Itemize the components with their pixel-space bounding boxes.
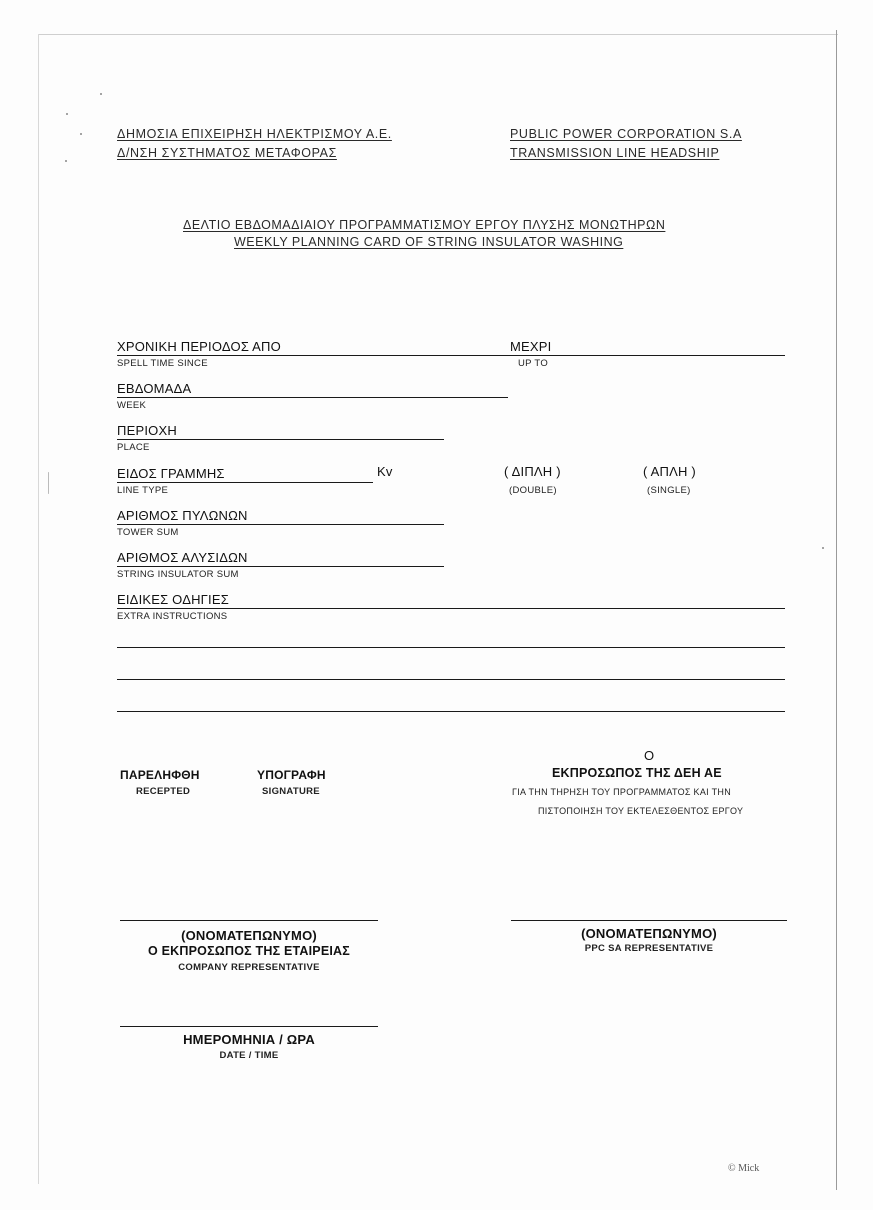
signature-label-english: SIGNATURE [262, 786, 320, 797]
linetype-label-greek: ΕΙΔΟΣ ΓΡΑΜΜΗΣ [117, 466, 225, 481]
until-label-greek: ΜΕΧΡΙ [510, 339, 552, 354]
org-english-line2: TRANSMISSION LINE HEADSHIP [510, 146, 720, 160]
place-label-greek: ΠΕΡΙΟΧΗ [117, 423, 177, 438]
received-label-english: RECEPTED [136, 786, 191, 797]
scan-speck [80, 133, 82, 135]
company-representative-greek: Ο ΕΚΠΡΟΣΩΠΟΣ ΤΗΣ ΕΤΑΙΡΕΙΑΣ [148, 944, 350, 958]
scan-speck [100, 93, 102, 95]
instructions-field-line-3[interactable] [117, 679, 785, 680]
ppc-note-line2: ΠΙΣΤΟΠΟΙΗΣΗ ΤΟΥ ΕΚΤΕΛΕΣΘΕΝΤΟΣ ΕΡΓΟΥ [538, 806, 744, 816]
company-representative-english: COMPANY REPRESENTATIVE [178, 962, 320, 973]
copyright-watermark: © Mick [728, 1163, 760, 1174]
ppc-fullname-label: (ΟΝΟΜΑΤΕΠΩΝΥΜΟ) [581, 926, 717, 941]
period-label-greek: ΧΡΟΝΙΚΗ ΠΕΡΙΟΔΟΣ ΑΠΟ [117, 339, 281, 354]
ppc-representative-title: ΕΚΠΡΟΣΩΠΟΣ ΤΗΣ ΔΕΗ ΑΕ [552, 766, 722, 780]
ppc-representative-english: PPC SA REPRESENTATIVE [584, 943, 714, 954]
week-label-greek: ΕΒΔΟΜΑΔΑ [117, 381, 192, 396]
strings-field-line[interactable] [117, 566, 444, 567]
week-label-english: WEEK [117, 400, 147, 411]
page-edge-left [38, 34, 39, 1184]
ppc-article-o: Ο [644, 748, 655, 763]
strings-label-greek: ΑΡΙΘΜΟΣ ΑΛΥΣΙΔΩΝ [117, 550, 248, 565]
until-label-english: UP TO [518, 358, 549, 369]
instructions-field-line-2[interactable] [117, 647, 785, 648]
org-greek-line1: ΔΗΜΟΣΙΑ ΕΠΙΧΕΙΡΗΣΗ ΗΛΕΚΤΡΙΣΜΟΥ Α.Ε. [117, 127, 392, 141]
period-field-line[interactable] [117, 355, 785, 356]
company-signature-line[interactable] [120, 920, 378, 921]
ppc-note-line1: ΓΙΑ ΤΗΝ ΤΗΡΗΣΗ ΤΟΥ ΠΡΟΓΡΑΜΜΑΤΟΣ ΚΑΙ ΤΗΝ [512, 787, 731, 797]
single-option-greek[interactable]: ( ΑΠΛΗ ) [643, 464, 696, 479]
form-title-english: WEEKLY PLANNING CARD OF STRING INSULATOR WASHING [234, 235, 624, 249]
linetype-label-english: LINE TYPE [117, 485, 169, 496]
date-time-line[interactable] [120, 1026, 378, 1027]
period-label-english: SPELL TIME SINCE [117, 358, 208, 369]
form-title-greek: ΔΕΛΤΙΟ ΕΒΔΟΜΑΔΙΑΙΟΥ ΠΡΟΓΡΑΜΜΑΤΙΣΜΟΥ ΕΡΓΟΥ ΠΛΥΣΗΣ ΜΟΝΩΤΗΡΩΝ [183, 218, 666, 232]
instructions-field-line-1[interactable] [117, 608, 785, 609]
date-time-label-english: DATE / TIME [219, 1050, 279, 1061]
instructions-label-english: EXTRA INSTRUCTIONS [117, 611, 228, 622]
ppc-signature-line[interactable] [511, 920, 787, 921]
scan-speck [822, 547, 824, 549]
company-fullname-label: (ΟΝΟΜΑΤΕΠΩΝΥΜΟ) [181, 928, 317, 943]
double-option-greek[interactable]: ( ΔΙΠΛΗ ) [504, 464, 561, 479]
instructions-label-greek: ΕΙΔΙΚΕΣ ΟΔΗΓΙΕΣ [117, 592, 229, 607]
linetype-field-line[interactable] [117, 482, 373, 483]
kv-unit-label: Kv [377, 464, 393, 479]
org-english-line1: PUBLIC POWER CORPORATION S.A [510, 127, 742, 141]
org-greek-line2: Δ/ΝΣΗ ΣΥΣΤΗΜΑΤΟΣ ΜΕΤΑΦΟΡΑΣ [117, 146, 337, 160]
received-label-greek: ΠΑΡΕΛΗΦΘΗ [120, 768, 200, 782]
towers-field-line[interactable] [117, 524, 444, 525]
page-edge-right [836, 30, 837, 1190]
scan-speck [48, 472, 49, 494]
double-option-english: (DOUBLE) [509, 485, 557, 496]
place-field-line[interactable] [117, 439, 444, 440]
place-label-english: PLACE [117, 442, 150, 453]
page-edge-top [38, 34, 838, 35]
week-field-line[interactable] [117, 397, 508, 398]
signature-label-greek: ΥΠΟΓΡΑΦΗ [257, 768, 326, 782]
towers-label-greek: ΑΡΙΘΜΟΣ ΠΥΛΩΝΩΝ [117, 508, 248, 523]
instructions-field-line-4[interactable] [117, 711, 785, 712]
scan-speck [65, 160, 67, 162]
scan-speck [66, 113, 68, 115]
single-option-english: (SINGLE) [647, 485, 691, 496]
towers-label-english: TOWER SUM [117, 527, 179, 538]
date-time-label-greek: ΗΜΕΡΟΜΗΝΙΑ / ΩΡΑ [183, 1032, 315, 1047]
strings-label-english: STRING INSULATOR SUM [117, 569, 239, 580]
